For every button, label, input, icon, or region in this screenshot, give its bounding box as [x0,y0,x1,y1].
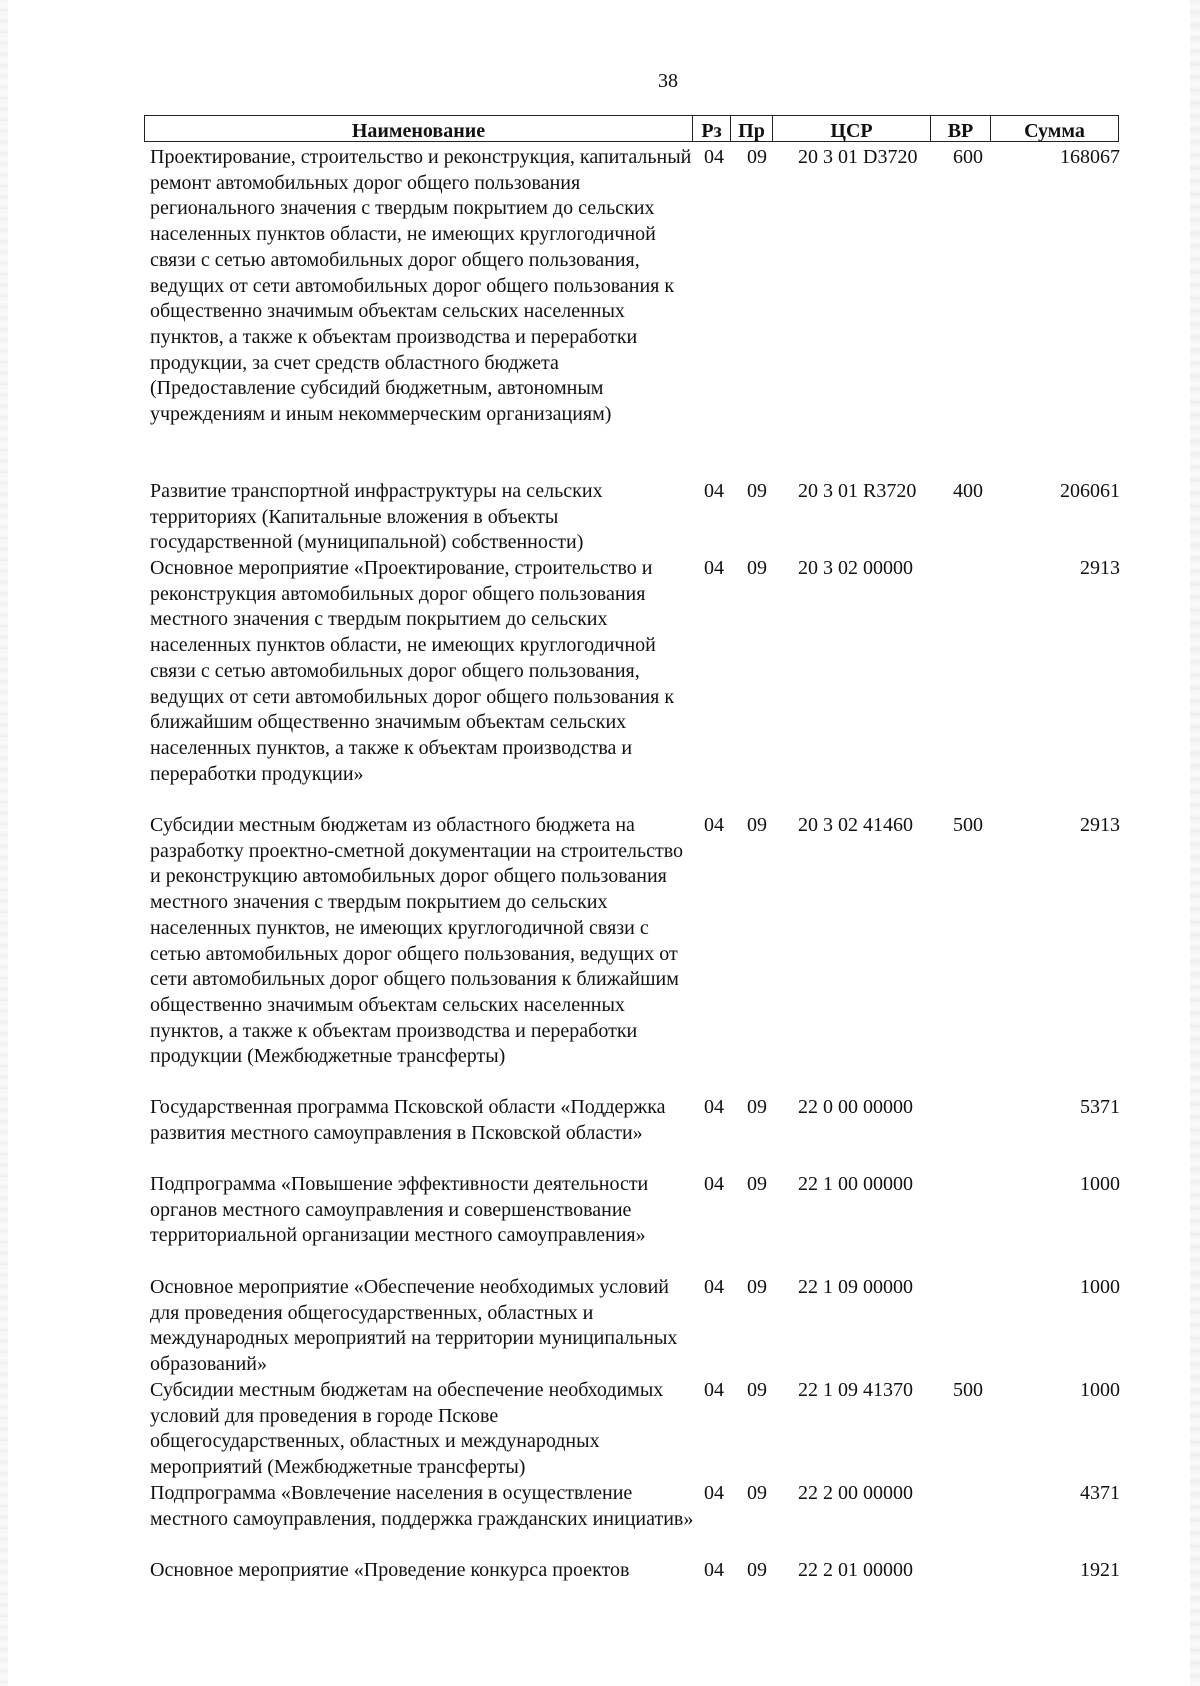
row-pr: 09 [747,814,767,836]
row-rz: 04 [704,146,724,168]
row-csr: 22 0 00 00000 [798,1096,913,1118]
row-rz: 04 [704,1482,724,1504]
row-sum: 5371 [1080,1096,1120,1118]
row-csr: 22 1 00 00000 [798,1173,913,1195]
row-pr: 09 [747,1379,767,1401]
scan-edge-left [0,0,8,1686]
table-row [150,1378,1120,1481]
table-header [144,115,1119,142]
table-row [150,1558,1120,1584]
row-sum: 2913 [1080,557,1120,579]
row-rz: 04 [704,1096,724,1118]
row-pr: 09 [747,146,767,168]
page-number: 38 [658,70,678,92]
row-vr: 600 [953,146,983,168]
row-pr: 09 [747,1559,767,1581]
row-name: Государственная программа Псковской области «Поддержка развития местного самоуправления в Псковской области» [150,1096,666,1144]
row-name: Субсидии местным бюджетам на обеспечение необходимых условий для проведения в городе Пскове общегосударственных, областных и международных мероприятий (Межбюджетные трансферты) [150,1379,664,1479]
row-name: Основное мероприятие «Проектирование, строительство и реконструкция автомобильных дорог общего пользования местного значения с твердым покрытием до сельских населенных пунктов области, не имеющих круглогодичной связи с сетью автомобильных дорог общего пользования, ведущих от сети автомобильных дорог общего пользования к ближайшим общественно значимым объектам сельских населенных пунктов, а также к объектам производства и переработки продукции» [150,557,675,785]
row-pr: 09 [747,480,767,502]
table-row [150,1275,1120,1378]
row-rz: 04 [704,1379,724,1401]
row-sum: 1000 [1080,1379,1120,1401]
table-row [150,479,1120,556]
table-row [150,1481,1120,1558]
header-sum: Сумма [990,115,1119,142]
row-vr: 400 [953,480,983,502]
header-vr: ВР [930,115,990,142]
row-sum: 2913 [1080,814,1120,836]
row-name: Основное мероприятие «Обеспечение необходимых условий для проведения общегосударственных, областных и международных мероприятий на территории муниципальных образований» [150,1276,678,1376]
row-name: Субсидии местным бюджетам из областного бюджета на разработку проектно-сметной документации на строительство и реконструкцию автомобильных дорог общего пользования местного значения с твердым покрытием до сельских населенных пунктов, не имеющих круглогодичной связи с сетью автомобильных дорог общего пользования, ведущих от сети автомобильных дорог общего пользования к ближайшим общественно значимым объектам сельских населенных пунктов, а также к объектам производства и переработки продукции (Межбюджетные трансферты) [150,814,684,1068]
row-sum: 1000 [1080,1276,1120,1298]
row-csr: 20 3 02 41460 [798,814,913,836]
row-csr: 22 1 09 41370 [798,1379,913,1401]
row-rz: 04 [704,557,724,579]
row-name: Проектирование, строительство и реконструкция, капитальный ремонт автомобильных дорог общего пользования регионального значения с твердым покрытием до сельских населенных пунктов области, не имеющих круглогодичной связи с сетью автомобильных дорог общего пользования, ведущих от сети автомобильных дорог общего пользования к общественно значимым объектам сельских населенных пунктов, а также к объектам производства и переработки продукции, за счет средств областного бюджета (Предоставление субсидий бюджетным, автономным учреждениям и иным некоммерческим организациям) [150,146,692,426]
row-sum: 1921 [1080,1559,1120,1581]
row-rz: 04 [704,1559,724,1581]
row-rz: 04 [704,480,724,502]
table-row [150,1095,1120,1172]
row-name: Основное мероприятие «Проведение конкурса проектов [150,1559,630,1581]
header-csr: ЦСР [772,115,930,142]
table-row [150,556,1120,813]
row-name: Подпрограмма «Повышение эффективности деятельности органов местного самоуправления и совершенствование территориальной организации местного самоуправления» [150,1173,649,1247]
row-pr: 09 [747,1276,767,1298]
header-rz: Рз [692,115,730,142]
row-csr: 22 2 01 00000 [798,1559,913,1581]
row-vr: 500 [953,1379,983,1401]
row-pr: 09 [747,1096,767,1118]
row-vr: 500 [953,814,983,836]
row-csr: 20 3 01 D3720 [798,146,918,168]
row-csr: 22 2 00 00000 [798,1482,913,1504]
row-pr: 09 [747,1482,767,1504]
row-sum: 206061 [1060,480,1120,502]
row-csr: 22 1 09 00000 [798,1276,913,1298]
row-csr: 20 3 01 R3720 [798,480,917,502]
row-sum: 168067 [1060,146,1120,168]
header-name: Наименование [144,115,692,142]
row-sum: 4371 [1080,1482,1120,1504]
row-sum: 1000 [1080,1173,1120,1195]
scan-edge-right [1190,0,1200,1686]
row-rz: 04 [704,1276,724,1298]
table-row [150,813,1120,1095]
row-rz: 04 [704,1173,724,1195]
table-row [150,145,1120,479]
row-pr: 09 [747,1173,767,1195]
row-pr: 09 [747,557,767,579]
header-pr: Пр [730,115,772,142]
row-name: Подпрограмма «Вовлечение населения в осуществление местного самоуправления, поддержка гражданских инициатив» [150,1482,694,1530]
row-csr: 20 3 02 00000 [798,557,913,579]
table-body [150,145,1120,1584]
table-row [150,1172,1120,1275]
row-name: Развитие транспортной инфраструктуры на сельских территориях (Капитальные вложения в объекты государственной (муниципальной) собственности) [150,480,603,554]
row-rz: 04 [704,814,724,836]
